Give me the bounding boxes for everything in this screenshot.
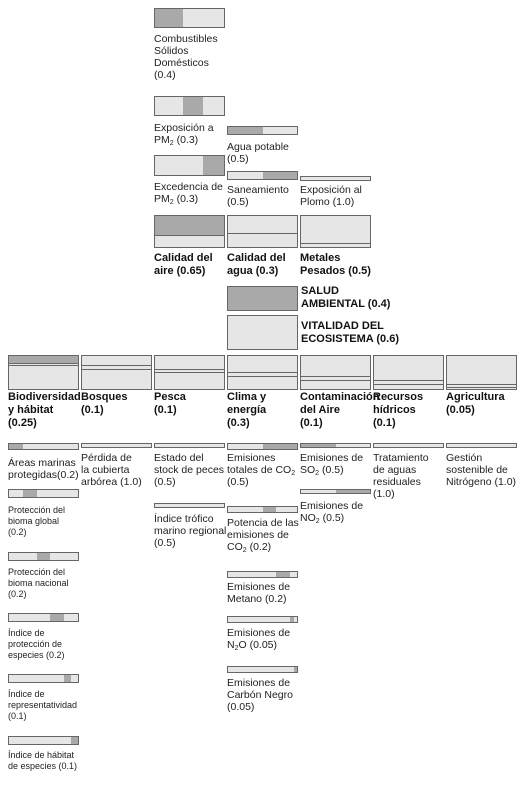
emisiones-n2o-label xyxy=(227,627,290,651)
emisiones-no2-label-suffix: (0.5) xyxy=(319,512,345,524)
vitalidad-ecosistema-bar xyxy=(227,315,298,350)
combustibles-label xyxy=(154,33,218,81)
bioma-global-label-text: Protección del bioma global (0.2) xyxy=(8,505,66,537)
excedencia-pm-share xyxy=(203,156,224,175)
stock-peces-bar xyxy=(154,443,225,448)
metales-pesados-label-text: Metales Pesados (0.5) xyxy=(300,252,371,277)
emisiones-n2o-label-suffix: O (0.05) xyxy=(238,639,278,651)
pesca-label-text: Pesca (0.1) xyxy=(154,391,186,416)
bosques-divider xyxy=(82,369,151,370)
clima-energia-divider xyxy=(228,372,297,373)
emisiones-co2-bar xyxy=(227,443,298,450)
potencia-co2-bar xyxy=(227,506,298,513)
emisiones-so2-label xyxy=(300,452,363,476)
nitrogeno-bar xyxy=(446,443,517,448)
emisiones-co2-subscript: 2 xyxy=(291,470,296,477)
emisiones-no2-share xyxy=(336,490,371,493)
habitat-especies-label-text: Índice de hábitat de especies (0.1) xyxy=(8,750,78,771)
emisiones-metano-share xyxy=(276,572,290,577)
metales-pesados-divider xyxy=(301,243,370,244)
calidad-aire-label xyxy=(154,252,213,278)
potencia-co2-subscript: 2 xyxy=(242,547,247,554)
potencia-co2-label-text: Potencia de las emisiones de CO xyxy=(227,517,299,553)
biodiversidad-divider xyxy=(9,363,78,364)
bosques-label xyxy=(81,391,127,417)
emisiones-co2-share xyxy=(263,444,298,449)
emisiones-so2-label-text: Emisiones de SO xyxy=(300,452,364,476)
habitat-especies-label xyxy=(8,750,77,772)
recursos-hidricos-label xyxy=(373,391,423,430)
proteccion-especies-label xyxy=(8,628,65,661)
metales-pesados-bar xyxy=(300,215,371,248)
clima-energia-bar xyxy=(227,355,298,390)
emisiones-so2-subscript: 2 xyxy=(315,470,320,477)
salud-ambiental-bar xyxy=(227,286,298,311)
saneamiento-bar xyxy=(227,171,298,180)
agua-potable-bar xyxy=(227,126,298,135)
combustibles-bar xyxy=(154,8,225,28)
biodiversidad-label-text: Biodiversidad y hábitat (0.25) xyxy=(8,391,81,429)
aguas-residuales-label-text: Tratamiento de aguas residuales (1.0) xyxy=(373,452,429,500)
recursos-hidricos-divider xyxy=(374,384,443,385)
recursos-hidricos-label-text: Recursos hídricos (0.1) xyxy=(373,391,424,429)
pesca-bar xyxy=(154,355,225,390)
excedencia-pm-bar xyxy=(154,155,225,176)
emisiones-so2-label-suffix: (0.5) xyxy=(319,464,344,476)
stock-peces-label xyxy=(154,452,224,488)
biodiversidad-bar xyxy=(8,355,79,390)
cubierta-arborea-label-text: Pérdida de la cubierta arbórea (1.0) xyxy=(81,452,142,488)
bioma-global-share xyxy=(23,490,37,497)
contaminacion-aire-label xyxy=(300,391,379,430)
emisiones-metano-label xyxy=(227,581,290,605)
salud-ambiental-label-text: SALUD AMBIENTAL (0.4) xyxy=(301,285,391,310)
exposicion-pm-share xyxy=(183,97,204,115)
emisiones-no2-label-text: Emisiones de NO xyxy=(300,500,364,524)
emisiones-co2-label xyxy=(227,452,295,488)
carbon-negro-label-text: Emisiones de Carbón Negro (0.05) xyxy=(227,677,293,713)
exposicion-pm-label-suffix: (0.3) xyxy=(173,134,199,146)
emisiones-metano-bar xyxy=(227,571,298,578)
emisiones-n2o-label-text: Emisiones de N xyxy=(227,627,291,651)
nitrogeno-label xyxy=(446,452,516,488)
agricultura-label xyxy=(446,391,505,417)
emisiones-co2-label-text: Emisiones totales de CO xyxy=(227,452,292,476)
proteccion-especies-share xyxy=(50,614,64,621)
recursos-hidricos-bar xyxy=(373,355,444,390)
agricultura-label-text: Agricultura (0.05) xyxy=(446,391,505,416)
excedencia-pm-label xyxy=(154,181,223,205)
saneamiento-label-text: Saneamiento (0.5) xyxy=(227,184,289,208)
areas-marinas-share xyxy=(9,444,23,449)
contaminacion-aire-divider xyxy=(301,380,370,381)
emisiones-co2-label-suffix: (0.5) xyxy=(227,476,249,488)
vitalidad-ecosistema-label-text: VITALIDAD DEL ECOSISTEMA (0.6) xyxy=(301,320,399,345)
excedencia-pm-label-text: Excedencia de PM xyxy=(154,181,223,205)
pesca-label xyxy=(154,391,186,417)
representatividad-label-text: Índice de representatividad (0.1) xyxy=(8,689,78,721)
exposicion-plomo-label-text: Exposición al Plomo (1.0) xyxy=(300,184,362,208)
clima-energia-divider xyxy=(228,376,297,377)
bosques-divider xyxy=(82,365,151,366)
bioma-nacional-share xyxy=(37,553,51,560)
calidad-agua-divider xyxy=(228,233,297,234)
biodiversidad-divider xyxy=(9,365,78,366)
potencia-co2-share xyxy=(263,507,277,512)
emisiones-n2o-share xyxy=(290,617,293,622)
areas-marinas-label-text: Áreas marinas protegidas(0.2) xyxy=(8,457,79,481)
emisiones-no2-subscript: 2 xyxy=(315,518,320,525)
habitat-especies-bar xyxy=(8,736,79,745)
carbon-negro-share xyxy=(294,667,297,672)
bioma-global-label xyxy=(8,505,65,538)
potencia-co2-label-suffix: (0.2) xyxy=(246,541,272,553)
representatividad-share xyxy=(64,675,71,682)
proteccion-especies-bar xyxy=(8,613,79,622)
representatividad-bar xyxy=(8,674,79,683)
nitrogeno-label-text: Gestión sostenible de Nitrógeno (1.0) xyxy=(446,452,517,488)
trofico-marino-label-text: Índice trófico marino regional (0.5) xyxy=(154,513,227,549)
proteccion-especies-label-text: Índice de protección de especies (0.2) xyxy=(8,628,65,660)
bosques-bar xyxy=(81,355,152,390)
calidad-aire-bar xyxy=(154,215,225,248)
calidad-aire-divider xyxy=(155,235,224,236)
representatividad-label xyxy=(8,689,77,722)
contaminacion-aire-divider xyxy=(301,376,370,377)
excedencia-pm-subscript: 2 xyxy=(169,199,174,206)
emisiones-metano-label-text: Emisiones de Metano (0.2) xyxy=(227,581,291,605)
combustibles-share xyxy=(155,9,183,27)
biodiversidad-label xyxy=(8,391,81,430)
pesca-divider xyxy=(155,369,224,370)
aguas-residuales-bar xyxy=(373,443,444,448)
vitalidad-ecosistema-label xyxy=(301,320,399,346)
cubierta-arborea-label xyxy=(81,452,142,488)
metales-pesados-label xyxy=(300,252,371,278)
emisiones-no2-bar xyxy=(300,489,371,494)
exposicion-pm-label-text: Exposición a PM xyxy=(154,122,214,146)
emisiones-n2o-subscript: 2 xyxy=(234,645,239,652)
exposicion-plomo-label xyxy=(300,184,362,208)
exposicion-plomo-bar xyxy=(300,176,371,181)
carbon-negro-label xyxy=(227,677,293,713)
contaminacion-aire-bar xyxy=(300,355,371,390)
trofico-marino-label xyxy=(154,513,226,549)
habitat-especies-share xyxy=(71,737,78,744)
cubierta-arborea-bar xyxy=(81,443,152,448)
carbon-negro-bar xyxy=(227,666,298,673)
agua-potable-label xyxy=(227,141,289,165)
combustibles-label-text: Combustibles Sólidos Domésticos (0.4) xyxy=(154,33,218,81)
bioma-nacional-bar xyxy=(8,552,79,561)
calidad-aire-label-text: Calidad del aire (0.65) xyxy=(154,252,213,277)
calidad-agua-bar xyxy=(227,215,298,248)
biodiversidad-share xyxy=(9,356,78,363)
stock-peces-label-text: Estado del stock de peces (0.5) xyxy=(154,452,225,488)
clima-energia-label-text: Clima y energía (0.3) xyxy=(227,391,267,429)
pesca-divider xyxy=(155,372,224,373)
exposicion-pm-label xyxy=(154,122,214,146)
contaminacion-aire-label-text: Contaminación del Aire (0.1) xyxy=(300,391,380,429)
saneamiento-label xyxy=(227,184,289,208)
emisiones-n2o-bar xyxy=(227,616,298,623)
trofico-marino-bar xyxy=(154,503,225,508)
agricultura-divider xyxy=(447,384,516,385)
emisiones-so2-bar xyxy=(300,443,371,448)
agua-potable-label-text: Agua potable (0.5) xyxy=(227,141,289,165)
salud-ambiental-share xyxy=(228,287,297,310)
recursos-hidricos-divider xyxy=(374,380,443,381)
calidad-agua-label-text: Calidad del agua (0.3) xyxy=(227,252,286,277)
emisiones-no2-label xyxy=(300,500,363,524)
areas-marinas-bar xyxy=(8,443,79,450)
clima-energia-label xyxy=(227,391,266,430)
aguas-residuales-label xyxy=(373,452,429,500)
potencia-co2-label xyxy=(227,517,299,553)
saneamiento-share xyxy=(263,172,298,179)
exposicion-pm-subscript: 2 xyxy=(169,140,174,147)
salud-ambiental-label xyxy=(301,285,390,311)
agua-potable-share xyxy=(228,127,263,134)
areas-marinas-label xyxy=(8,457,79,481)
calidad-aire-share xyxy=(155,216,224,235)
emisiones-so2-share xyxy=(301,444,336,447)
agricultura-bar xyxy=(446,355,517,390)
calidad-agua-label xyxy=(227,252,286,278)
agricultura-divider xyxy=(447,387,516,388)
excedencia-pm-label-suffix: (0.3) xyxy=(173,193,199,205)
bosques-label-text: Bosques (0.1) xyxy=(81,391,128,416)
exposicion-pm-bar xyxy=(154,96,225,116)
bioma-global-bar xyxy=(8,489,79,498)
bioma-nacional-label xyxy=(8,567,69,600)
bioma-nacional-label-text: Protección del bioma nacional (0.2) xyxy=(8,567,69,599)
